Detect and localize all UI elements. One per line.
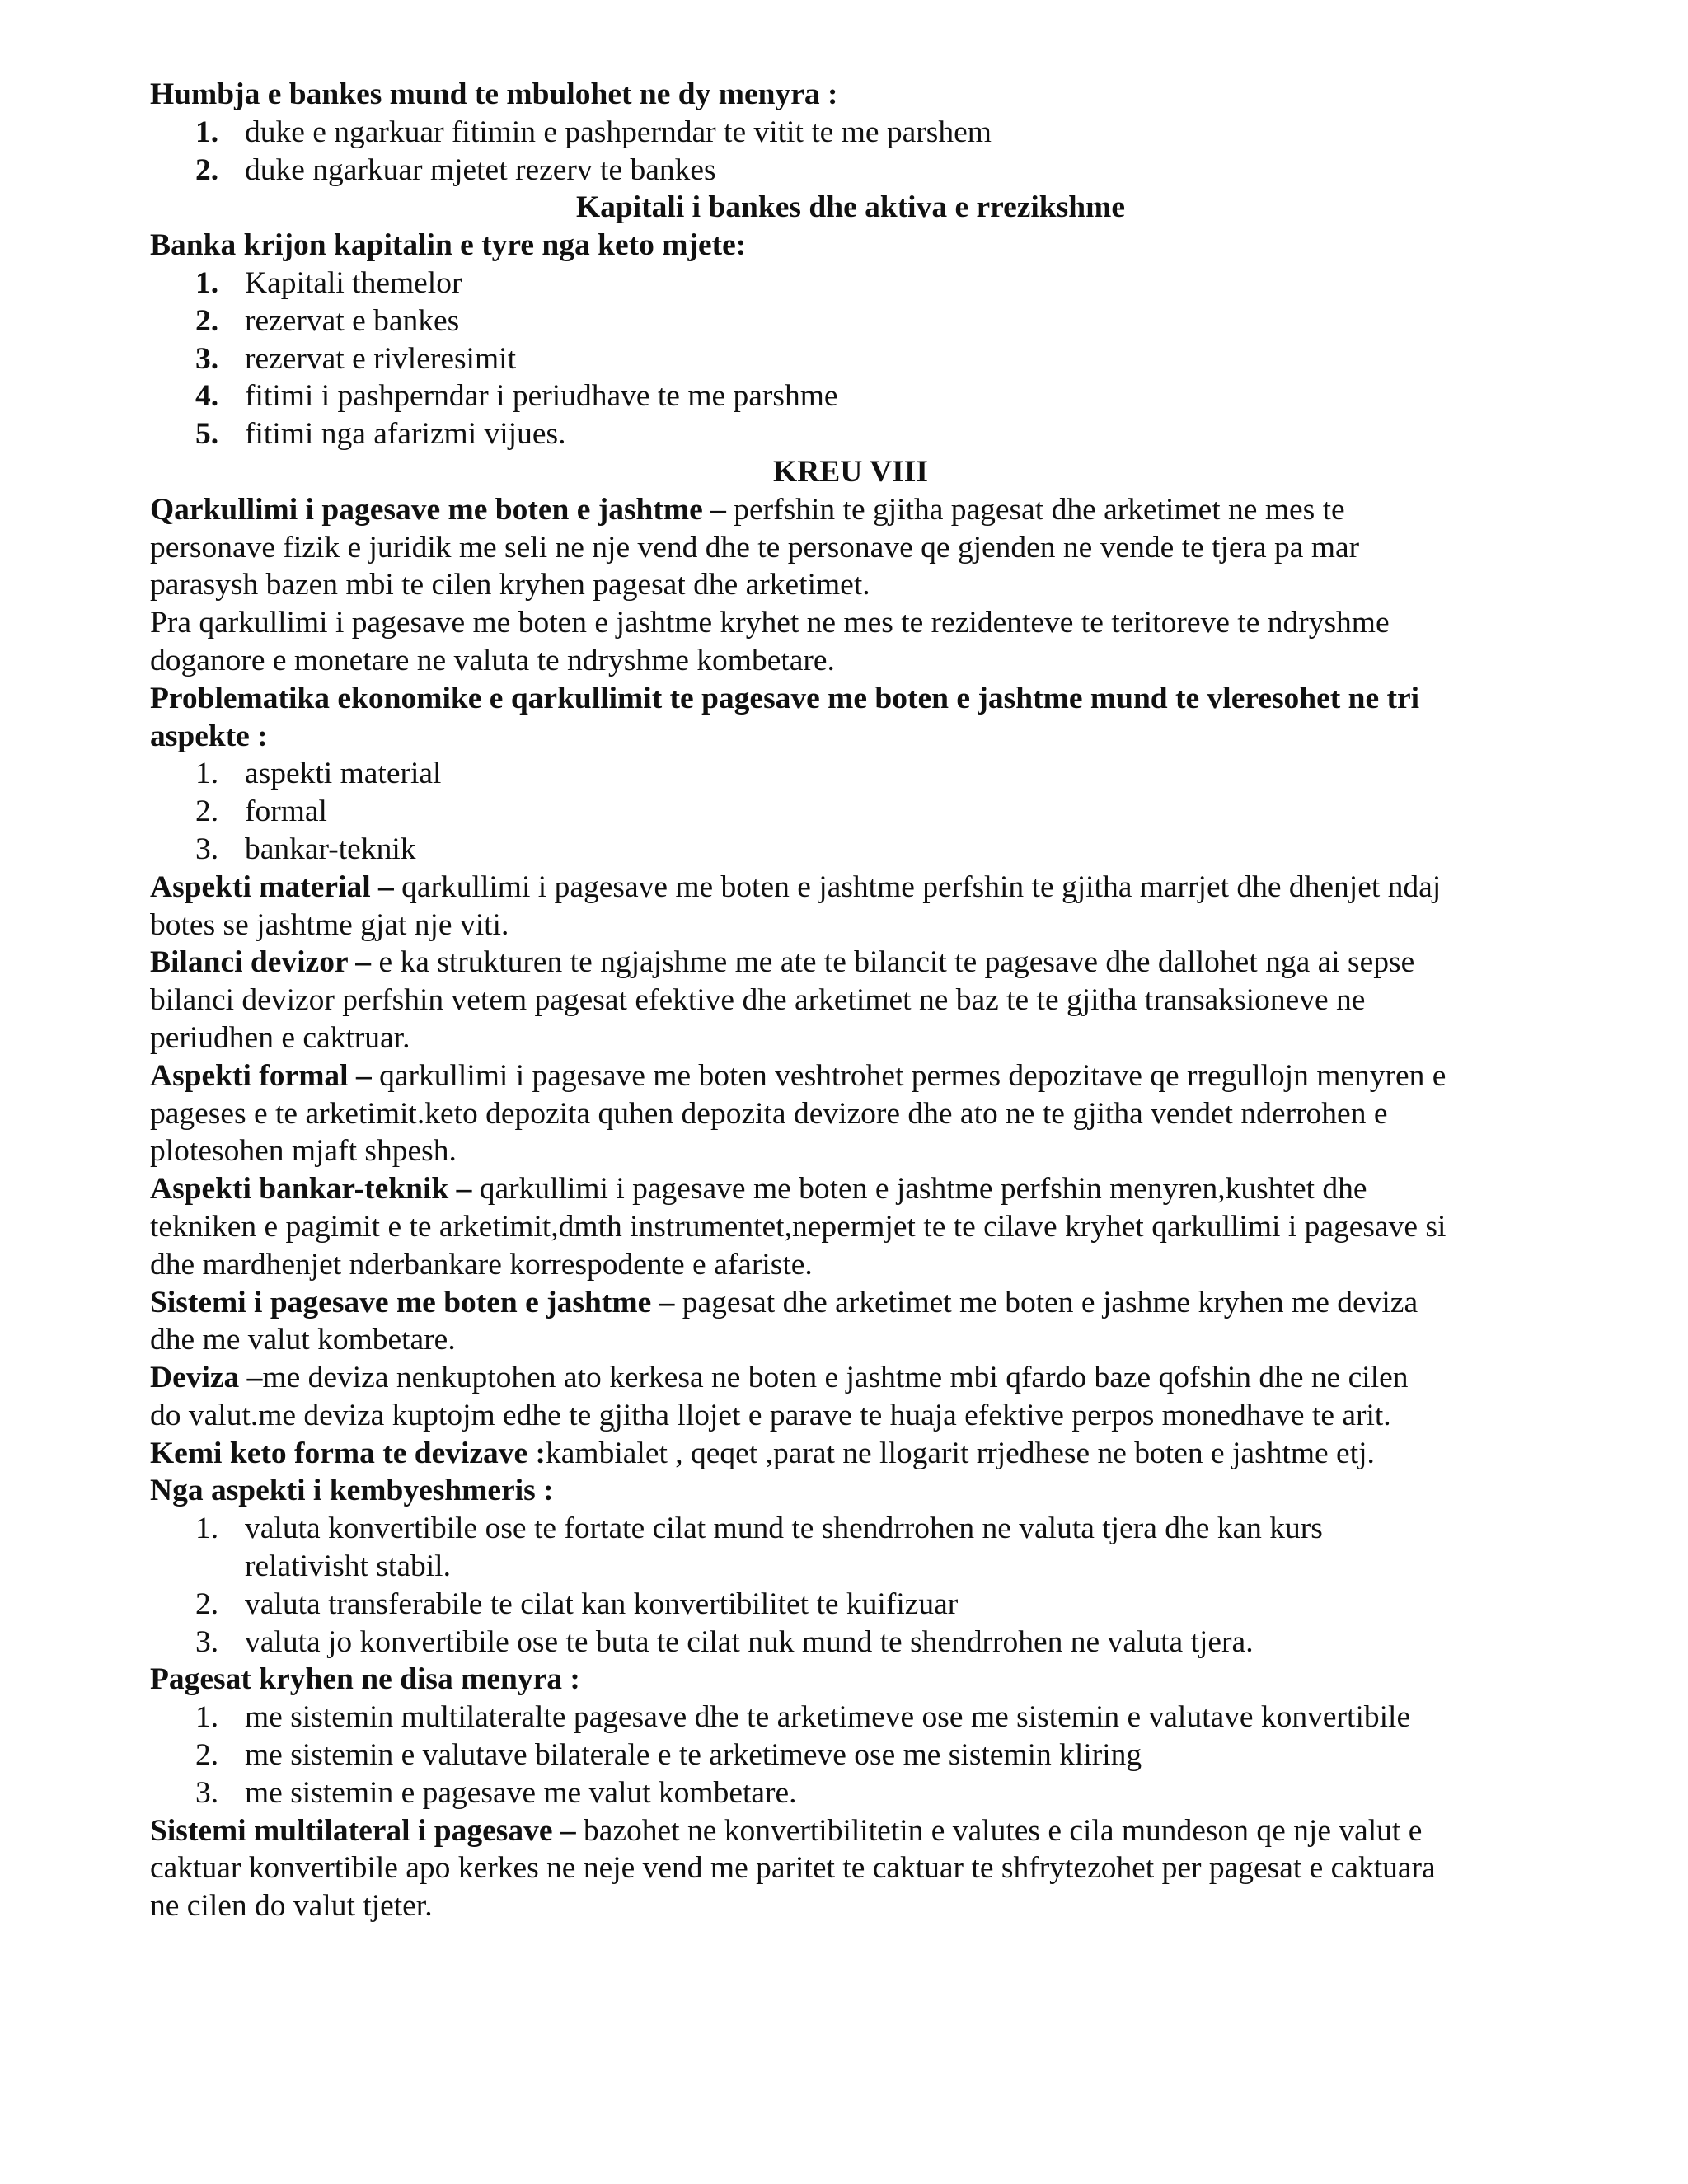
list-text: duke e ngarkuar fitimin e pashperndar te vitit te me parshem (245, 115, 992, 149)
list-text: rezervat e rivleresimit (245, 341, 516, 376)
list-item (150, 302, 1551, 340)
term: Kemi keto forma te devizave : (150, 1436, 546, 1470)
list-item (150, 1586, 1551, 1624)
term: Deviza – (150, 1361, 263, 1395)
term: Aspekti material – (150, 869, 394, 904)
section-heading: Pagesat kryhen ne disa menyra : (150, 1662, 580, 1697)
list-item (150, 265, 1551, 302)
list-number: 3. (195, 1775, 219, 1810)
paragraph-line: caktuar konvertibile apo kerkes ne neje vend me paritet te caktuar te shfrytezohet per pagesat e caktuara (150, 1851, 1436, 1886)
list-item (150, 755, 1551, 793)
list-text: fitimi i pashperndar i periudhave te me parshme (245, 379, 838, 414)
term: Sistemi i pagesave me boten e jashtme – (150, 1285, 675, 1319)
list-text: valuta transferabile te cilat kan konvertibilitet te kuifizuar (245, 1586, 959, 1621)
list-item (150, 114, 1551, 152)
list-number: 2. (195, 152, 219, 187)
section-title: Kapitali i bankes dhe aktiva e rrezikshme (575, 190, 1125, 225)
paragraph-line: Kemi keto forma te devizave :kambialet , qeqet ,parat ne llogarit rrjedhese ne boten e jashtme etj. (150, 1436, 1375, 1470)
paragraph-line: periudhen e caktruar. (150, 1020, 410, 1055)
list-item (150, 1699, 1551, 1736)
term: Bilanci devizor – (150, 945, 372, 980)
term: Qarkullimi i pagesave me boten e jashtme – (150, 492, 726, 527)
paragraph-line: dhe mardhenjet nderbankare korrespodente e afariste. (150, 1247, 813, 1282)
paragraph-line: Aspekti bankar-teknik – qarkullimi i pagesave me boten e jashtme perfshin menyren,kushtet dhe (150, 1172, 1367, 1207)
list-text: duke ngarkuar mjetet rezerv te bankes (245, 152, 716, 187)
paragraph-line: Pra qarkullimi i pagesave me boten e jashtme kryhet ne mes te rezidenteve te teritoreve te ndryshme (150, 606, 1390, 640)
paragraph-line: bilanci devizor perfshin vetem pagesat efektive dhe arketimet ne baz te te gjitha transaksioneve ne (150, 983, 1366, 1018)
list-item (150, 1510, 1551, 1548)
list-item (150, 793, 1551, 831)
list-number: 1. (195, 1700, 219, 1735)
term: Aspekti bankar-teknik – (150, 1172, 472, 1207)
list-item (150, 1736, 1551, 1774)
list-number: 4. (195, 379, 219, 414)
paragraph-line: pageses e te arketimit.keto depozita quhen depozita devizore dhe ato ne te gjitha vendet nderrohen e (150, 1096, 1388, 1131)
list-text: valuta konvertibile ose te fortate cilat mund te shendrrohen ne valuta tjera dhe kan kurs (245, 1511, 1323, 1546)
paragraph-line: Deviza –me deviza nenkuptohen ato kerkesa ne boten e jashtme mbi qfardo baze qofshin dhe ne cilen (150, 1361, 1409, 1395)
paragraph-line: parasysh bazen mbi te cilen kryhen pagesat dhe arketimet. (150, 568, 870, 602)
paragraph-line: plotesohen mjaft shpesh. (150, 1134, 457, 1169)
paragraph-line: tekniken e pagimit e te arketimit,dmth instrumentet,nepermjet te te cilave kryhet qarkullimi i pagesave si (150, 1209, 1447, 1244)
list-text: valuta jo konvertibile ose te buta te cilat nuk mund te shendrrohen ne valuta tjera. (245, 1624, 1254, 1659)
paragraph-line: ne cilen do valut tjeter. (150, 1889, 433, 1924)
paragraph-line: Bilanci devizor – e ka strukturen te ngjajshme me ate te bilancit te pagesave dhe dallohet nga ai sepse (150, 945, 1415, 980)
list-number: 3. (195, 341, 219, 376)
chapter-title: KREU VIII (773, 454, 928, 489)
list-number: 1. (195, 115, 219, 149)
list-number: 2. (195, 1738, 219, 1773)
section-heading: Humbja e bankes mund te mbulohet ne dy menyra : (150, 77, 838, 111)
list-text: bankar-teknik (245, 832, 416, 866)
list-text: aspekti material (245, 757, 442, 791)
list-text: me sistemin multilateralte pagesave dhe te arketimeve ose me sistemin e valutave konvertibile (245, 1700, 1411, 1735)
list-number: 2. (195, 1586, 219, 1621)
list-item (150, 415, 1551, 453)
list-item (150, 340, 1551, 378)
list-item (150, 831, 1551, 869)
term: Sistemi multilateral i pagesave – (150, 1813, 576, 1848)
list-number: 3. (195, 1624, 219, 1659)
list-text: me sistemin e valutave bilaterale e te arketimeve ose me sistemin kliring (245, 1738, 1142, 1773)
list-number: 1. (195, 265, 219, 300)
list-number: 1. (195, 1511, 219, 1546)
list-number: 5. (195, 417, 219, 452)
paragraph-line: Aspekti material – qarkullimi i pagesave me boten e jashtme perfshin te gjitha marrjet dhe dhenjet ndaj (150, 869, 1442, 904)
list-item (150, 377, 1551, 415)
list-text: rezervat e bankes (245, 303, 460, 338)
paragraph-line: doganore e monetare ne valuta te ndryshme kombetare. (150, 643, 835, 677)
list-number: 1. (195, 757, 219, 791)
list-number: 2. (195, 303, 219, 338)
list-number: 3. (195, 832, 219, 866)
paragraph-line: Sistemi multilateral i pagesave – bazohet ne konvertibilitetin e valutes e cila mundeson qe nje valut e (150, 1813, 1423, 1848)
document-page (150, 76, 1551, 1925)
paragraph-line: Qarkullimi i pagesave me boten e jashtme – perfshin te gjitha pagesat dhe arketimet ne mes te (150, 492, 1345, 527)
paragraph-line: Sistemi i pagesave me boten e jashtme – pagesat dhe arketimet me boten e jashme kryhen me deviza (150, 1285, 1418, 1319)
list-text: Kapitali themelor (245, 265, 462, 300)
paragraph-line: botes se jashtme gjat nje viti. (150, 907, 509, 942)
list-item (150, 1774, 1551, 1812)
term: Aspekti formal – (150, 1058, 372, 1093)
list-item-continuation: relativisht stabil. (245, 1549, 451, 1584)
list-number: 2. (195, 794, 219, 829)
paragraph-line: Aspekti formal – qarkullimi i pagesave me boten veshtrohet permes depozitave qe rregullojn menyren e (150, 1058, 1447, 1093)
section-heading: Nga aspekti i kembyeshmeris : (150, 1474, 554, 1508)
list-text: formal (245, 794, 327, 829)
list-text: fitimi nga afarizmi vijues. (245, 417, 566, 452)
list-item (150, 152, 1551, 190)
section-heading: Problematika ekonomike e qarkullimit te pagesave me boten e jashtme mund te vleresohet ne tri (150, 681, 1420, 715)
paragraph-line: personave fizik e juridik me seli ne nje vend dhe te personave qe gjenden ne vende te tjera pa mar (150, 530, 1360, 565)
section-heading: aspekte : (150, 719, 268, 753)
list-text: me sistemin e pagesave me valut kombetare. (245, 1775, 797, 1810)
list-item (150, 1624, 1551, 1661)
section-heading: Banka krijon kapitalin e tyre nga keto mjete: (150, 228, 747, 263)
paragraph-line: do valut.me deviza kuptojm edhe te gjitha llojet e parave te huaja efektive perpos monedhave te arit. (150, 1398, 1391, 1432)
paragraph-line: dhe me valut kombetare. (150, 1323, 456, 1357)
